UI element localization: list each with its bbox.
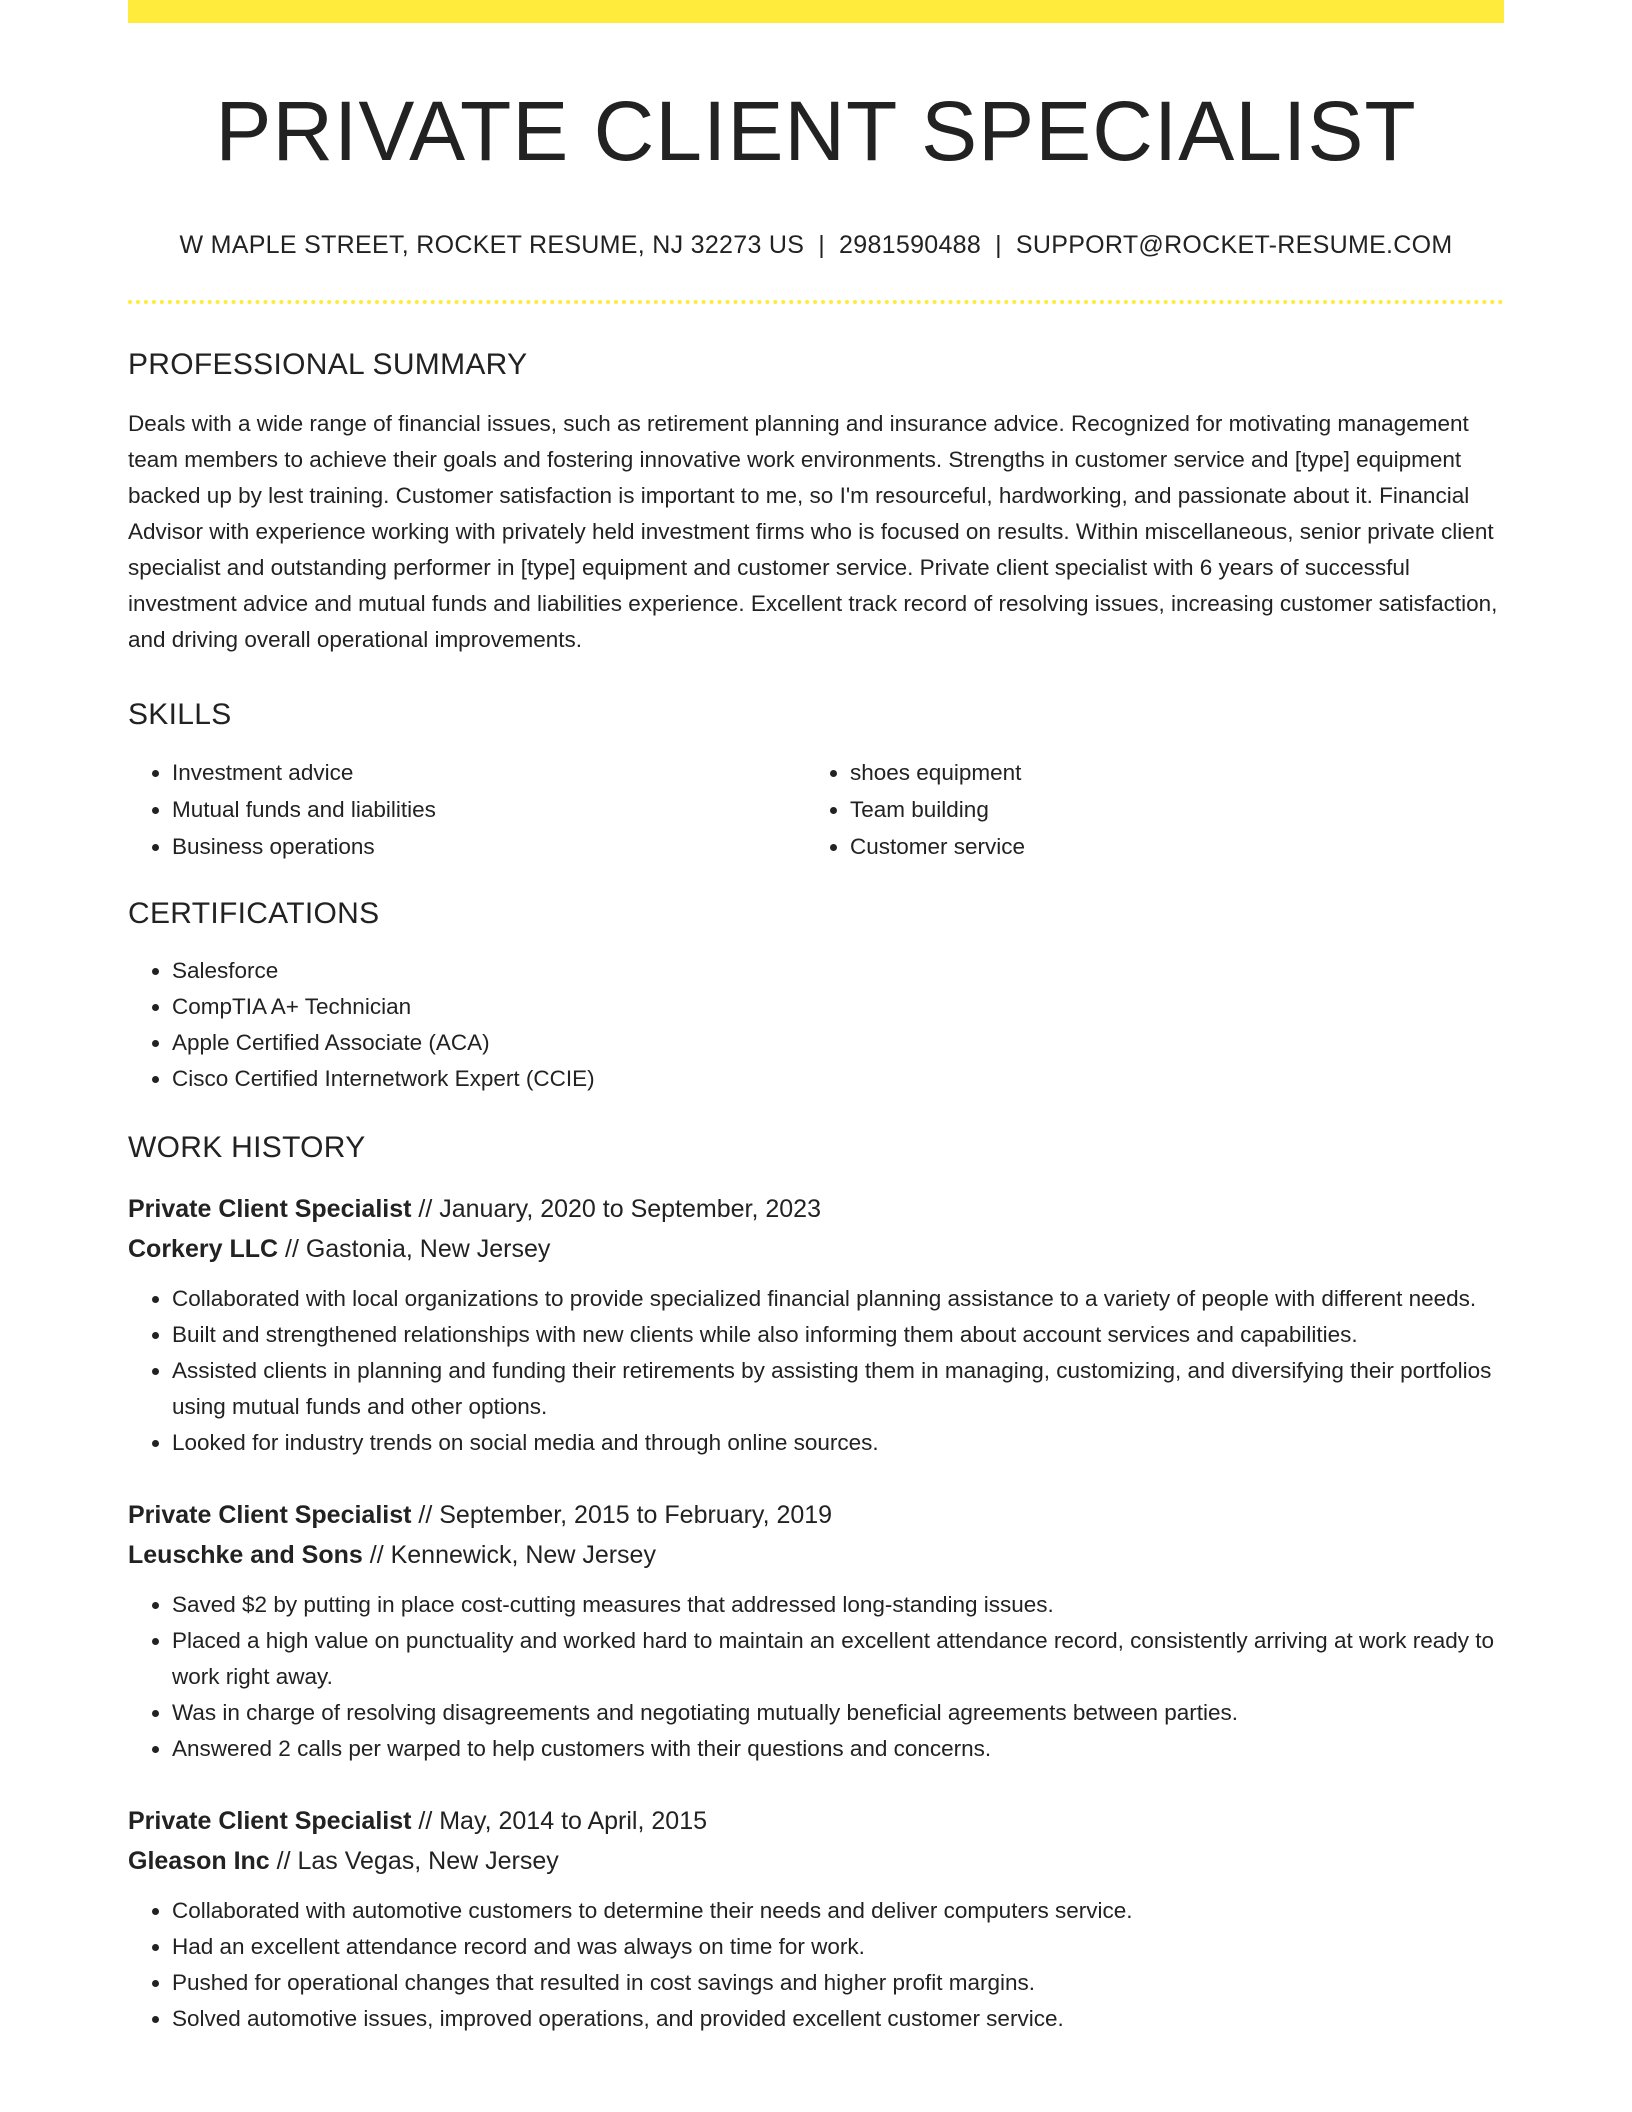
job-company-line bbox=[128, 1229, 1504, 1269]
contact-phone: 2981590488 bbox=[839, 231, 982, 260]
job-bullet: • Pushed for operational changes that resulted in cost savings and higher profit margins. bbox=[172, 1965, 1504, 2001]
contact-address: W MAPLE STREET, ROCKET RESUME, NJ 32273 US bbox=[179, 231, 805, 260]
job-bullet: • Looked for industry trends on social media and through online sources. bbox=[172, 1425, 1504, 1461]
job-role: Private Client Specialist bbox=[128, 1195, 412, 1224]
skills-heading: SKILLS bbox=[128, 698, 232, 732]
summary-heading: PROFESSIONAL SUMMARY bbox=[128, 348, 528, 382]
skills-grid bbox=[128, 754, 1504, 865]
job-bullet: • Had an excellent attendance record and was always on time for work. bbox=[172, 1929, 1504, 1965]
certification-item: • Salesforce bbox=[172, 953, 1504, 989]
certification-item: • CompTIA A+ Technician bbox=[172, 989, 1504, 1025]
job-entry bbox=[128, 1801, 1504, 2037]
job-role-line bbox=[128, 1189, 1504, 1229]
job-bullet: • Saved $2 by putting in place cost-cutting measures that addressed long-standing issues. bbox=[172, 1587, 1504, 1623]
contact-line bbox=[128, 231, 1504, 260]
summary-text: Deals with a wide range of financial issues, such as retirement planning and insurance advice. Recognized for motivating management team members to achieve their goals and fostering innovative work environments. Strengths in customer service and [type] equipment backed up by lest training. Customer satisfaction is important to me, so I'm resourceful, hardworking, and passionate about it. Financial Advisor with experience working with privately held investment firms who is focused on results. Within miscellaneous, senior private client specialist and outstanding performer in [type] equipment and customer service. Private client specialist with 6 years of successful investment advice and mutual funds and liabilities experience. Excellent track record of resolving issues, increasing customer satisfaction, and driving overall operational improvements. bbox=[128, 411, 1498, 653]
skill-item: • shoes equipment bbox=[850, 754, 1484, 791]
skill-item: • Business operations bbox=[172, 828, 806, 865]
job-location: // Kennewick, New Jersey bbox=[362, 1541, 656, 1570]
job-bullet: • Built and strengthened relationships with new clients while also informing them about account services and capabilities. bbox=[172, 1317, 1504, 1353]
certification-item: • Apple Certified Associate (ACA) bbox=[172, 1025, 1504, 1061]
job-bullet: • Assisted clients in planning and funding their retirements by assisting them in managing, customizing, and diversifying their portfolios using mutual funds and other options. bbox=[172, 1353, 1504, 1425]
job-dates: // May, 2014 to April, 2015 bbox=[411, 1807, 707, 1836]
job-company: Corkery LLC bbox=[128, 1235, 279, 1264]
contact-separator: | bbox=[995, 231, 1002, 260]
job-entry bbox=[128, 1189, 1504, 1461]
skill-item: • Team building bbox=[850, 791, 1484, 828]
job-location: // Las Vegas, New Jersey bbox=[269, 1847, 559, 1876]
job-location: // Gastonia, New Jersey bbox=[278, 1235, 551, 1264]
job-role: Private Client Specialist bbox=[128, 1501, 412, 1530]
job-bullet: • Answered 2 calls per warped to help customers with their questions and concerns. bbox=[172, 1731, 1504, 1767]
job-company: Gleason Inc bbox=[128, 1847, 270, 1876]
skills-column-left bbox=[128, 754, 806, 865]
certification-item: • Cisco Certified Internetwork Expert (CCIE) bbox=[172, 1061, 1504, 1097]
job-dates: // September, 2015 to February, 2019 bbox=[411, 1501, 833, 1530]
job-company-line bbox=[128, 1841, 1504, 1881]
contact-email: SUPPORT@ROCKET-RESUME.COM bbox=[1015, 231, 1453, 260]
job-bullet: • Collaborated with local organizations to provide specialized financial planning assistance to a variety of people with different needs. bbox=[172, 1281, 1504, 1317]
job-role: Private Client Specialist bbox=[128, 1807, 412, 1836]
job-entry bbox=[128, 1495, 1504, 1767]
skills-column-right bbox=[806, 754, 1484, 865]
certifications-heading: CERTIFICATIONS bbox=[128, 897, 380, 931]
job-bullet: • Solved automotive issues, improved operations, and provided excellent customer service. bbox=[172, 2001, 1504, 2037]
job-role-line bbox=[128, 1495, 1504, 1535]
job-company: Leuschke and Sons bbox=[128, 1541, 363, 1570]
skill-item: • Customer service bbox=[850, 828, 1484, 865]
job-bullets bbox=[128, 1893, 1504, 2037]
job-dates: // January, 2020 to September, 2023 bbox=[411, 1195, 821, 1224]
header-divider bbox=[128, 300, 1504, 304]
job-bullet: • Placed a high value on punctuality and worked hard to maintain an excellent attendance record, consistently arriving at work ready to work right away. bbox=[172, 1623, 1504, 1695]
job-bullet: • Collaborated with automotive customers to determine their needs and deliver computers service. bbox=[172, 1893, 1504, 1929]
resume-page bbox=[128, 0, 1504, 2037]
job-bullet: • Was in charge of resolving disagreements and negotiating mutually beneficial agreements between parties. bbox=[172, 1695, 1504, 1731]
work-history-heading: WORK HISTORY bbox=[128, 1131, 366, 1165]
job-role-line bbox=[128, 1801, 1504, 1841]
contact-separator: | bbox=[818, 231, 826, 260]
top-accent-bar bbox=[128, 0, 1504, 23]
job-company-line bbox=[128, 1535, 1504, 1575]
job-bullets bbox=[128, 1281, 1504, 1461]
skill-item: • Mutual funds and liabilities bbox=[172, 791, 806, 828]
skill-item: • Investment advice bbox=[172, 754, 806, 791]
certifications-list bbox=[128, 953, 1504, 1097]
resume-title: PRIVATE CLIENT SPECIALIST bbox=[215, 84, 1417, 178]
job-bullets bbox=[128, 1587, 1504, 1767]
